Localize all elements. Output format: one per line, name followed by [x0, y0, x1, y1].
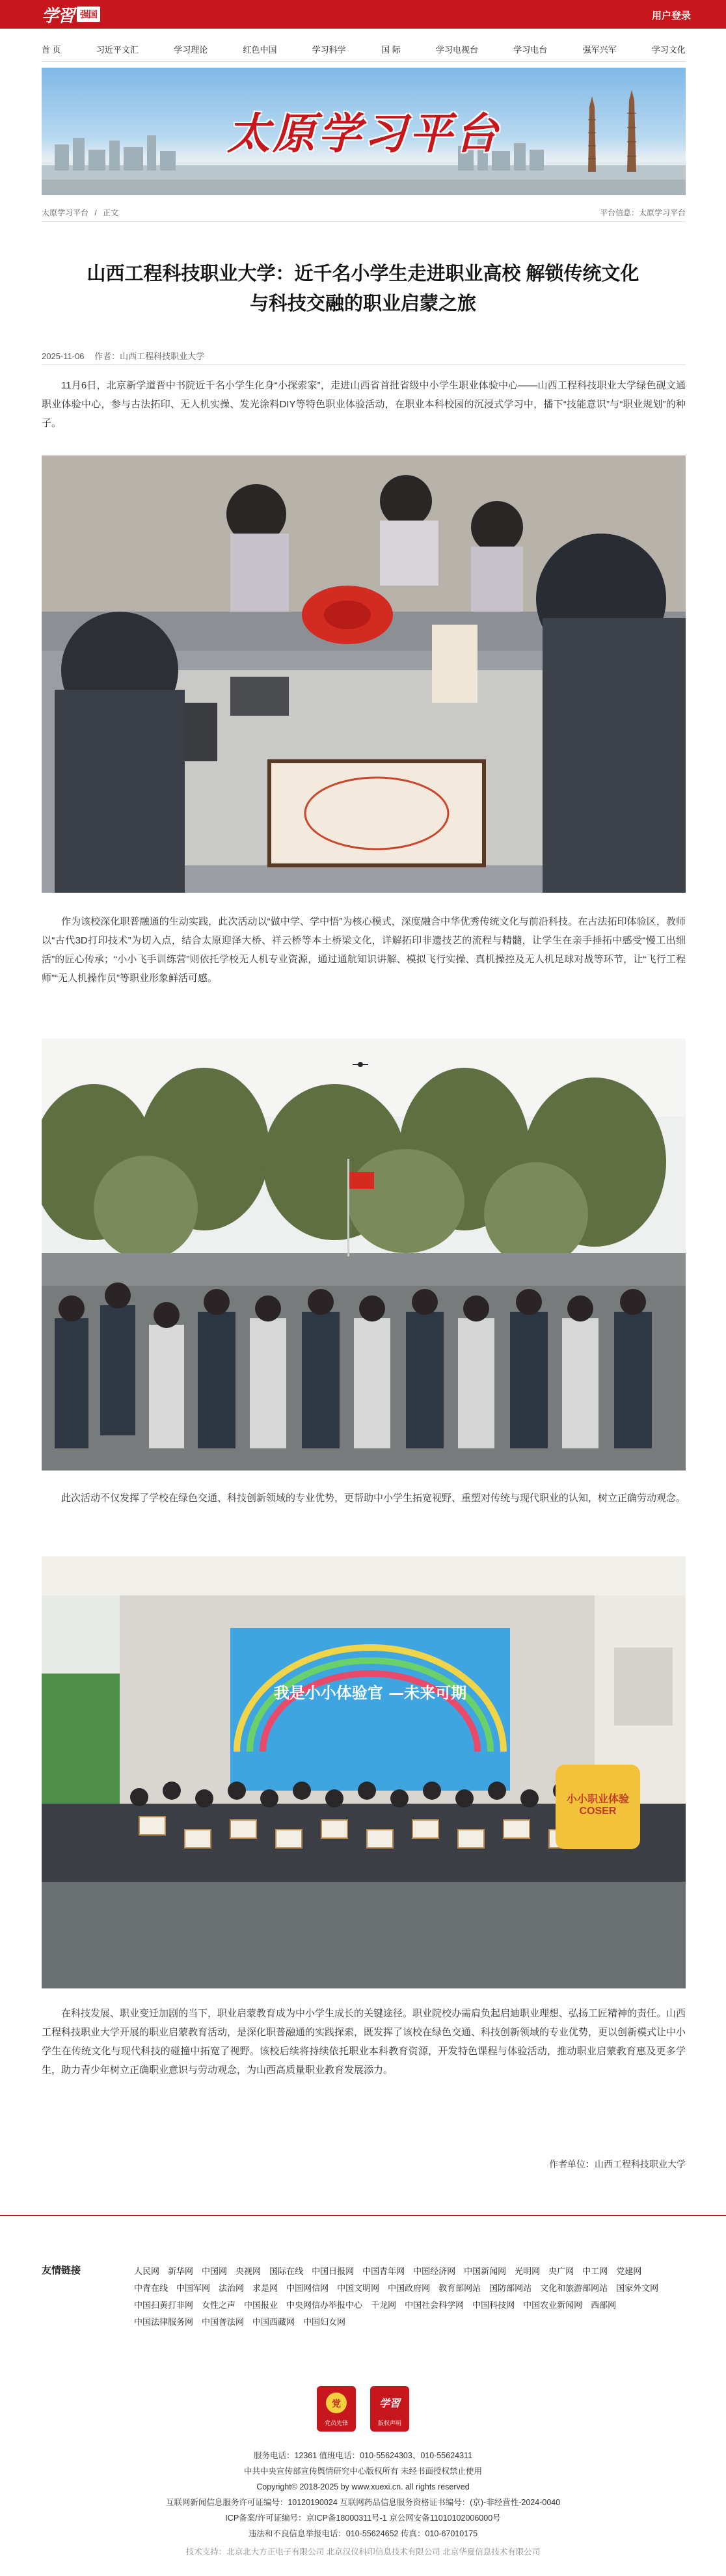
footer-line-copyright: 中共中央宣传部宣传舆情研究中心版权所有 未经书面授权禁止使用 [244, 2467, 482, 2476]
footer-line-rights: Copyright© 2018-2025 by www.xuexi.cn. all rights reserved [256, 2482, 470, 2491]
top-bar [0, 0, 726, 29]
friend-link[interactable]: 中国普法网 [202, 2317, 245, 2327]
login-link[interactable]: 用户登录 [651, 10, 691, 21]
article-author: 作者：山西工程科技职业大学 [94, 351, 205, 361]
friend-link[interactable]: 党建网 [616, 2266, 642, 2276]
photo-standee-text: 小小职业体验 COSER [566, 1794, 629, 1817]
footer-tech-support: 技术支持：北京北大方正电子有限公司 北京汉仪科印信息技术有限公司 北京华夏信息技术有限公司 [185, 2547, 541, 2556]
footer-info [0, 2448, 726, 2560]
logo-text: 学習 [42, 6, 75, 26]
friend-link[interactable]: 中国法律服务网 [134, 2317, 194, 2327]
friend-link[interactable]: 千龙网 [371, 2300, 397, 2310]
breadcrumb-divider [42, 221, 686, 222]
friend-link[interactable]: 女性之声 [202, 2300, 236, 2310]
article-photo-group [42, 1556, 686, 1988]
friend-link[interactable]: 西部网 [591, 2300, 617, 2310]
friend-link[interactable]: 中国西藏网 [252, 2317, 295, 2327]
friend-link[interactable]: 求是网 [252, 2283, 278, 2293]
friend-link[interactable]: 文化和旅游部网站 [540, 2283, 608, 2293]
friend-link[interactable]: 央广网 [548, 2266, 574, 2276]
article-paragraph-1: 11月6日，北京新学道晋中书院近千名小学生化身“小探索家”，走进山西省首批省级中小学生职业体验中心——山西工程科技职业大学绿色砚文通职业体验中心，参与古法拓印、无人机实操、发光涂料DIY等特色职业体验活动，在职业本科校园的沉浸式学习中，播下“技能意识”与“职业规划”的种子。 [42, 380, 686, 429]
friend-link[interactable]: 中青在线 [134, 2283, 168, 2293]
banner-title: 太原学习平台 [227, 108, 500, 159]
main-nav [42, 39, 686, 59]
friend-link[interactable]: 中央网信办举报中心 [286, 2300, 363, 2310]
breadcrumb [42, 207, 118, 218]
nav-item-tv[interactable]: 学习电视台 [436, 44, 479, 55]
svg-text:党: 党 [332, 2399, 341, 2409]
friend-link[interactable]: 中工网 [582, 2266, 608, 2276]
nav-item-science[interactable]: 学习科学 [312, 44, 346, 55]
drone-photo-illustration [42, 1038, 686, 1471]
article-photo-drone [42, 1038, 686, 1471]
friend-link[interactable]: 中国报业 [244, 2300, 278, 2310]
friend-link[interactable]: 中国科技网 [472, 2300, 515, 2310]
friend-links-list [134, 2263, 687, 2331]
article-paragraph-2: 作为该校深化职普融通的生动实践，此次活动以“做中学、学中悟”为核心模式，深度融合中华优秀传统文化与前沿科技。在古法拓印体验区，教师以“古代3D打印技术”为切入点，结合太原迎泽大桥、祥云桥等本土桥梁文化，详解拓印非遗技艺的流程与精髓，让学生在亲手捶拓中感受“慢工出细活”的匠心传承；“小小飞手训练营”则依托学校无人机专业资源，通过通航知识讲解、模拟飞行实操、真机操控及无人机足球对战等环节，让“飞行工程师”“无人机操作员”等职业形象鲜活可感。 [42, 916, 686, 984]
platform-banner [42, 68, 686, 195]
nav-item-red-china[interactable]: 红色中国 [243, 44, 277, 55]
copyright-badge-icon[interactable] [370, 2386, 409, 2432]
friend-link[interactable]: 国防部网站 [489, 2283, 532, 2293]
friend-link[interactable]: 教育部网站 [438, 2283, 481, 2293]
rubbing-photo-illustration [42, 455, 686, 893]
nav-item-radio[interactable]: 学习电台 [513, 44, 548, 55]
group-photo-illustration [42, 1556, 686, 1988]
footer-line-icp[interactable]: ICP备案/许可证编号：京ICP备18000311号-1 京公网安备11010102006000号 [225, 2514, 501, 2523]
friend-link[interactable]: 中国军网 [176, 2283, 211, 2293]
nav-item-military[interactable]: 强军兴军 [582, 44, 617, 55]
nav-item-home[interactable]: 首 页 [42, 44, 61, 55]
nav-item-theory[interactable]: 学习理论 [174, 44, 208, 55]
svg-text:学習: 学習 [379, 2397, 401, 2409]
article-photo-rubbing [42, 455, 686, 893]
article-title: 山西工程科技职业大学：近千名小学生走进职业高校 解锁传统文化与科技交融的职业启蒙之旅 [87, 264, 639, 314]
footer-badges [0, 2386, 726, 2432]
friend-link[interactable]: 中国扫黄打非网 [134, 2300, 194, 2310]
breadcrumb-separator: / [94, 208, 97, 217]
platform-source: 平台信息：太原学习平台 [599, 208, 686, 217]
friend-link[interactable]: 国际在线 [269, 2266, 304, 2276]
friend-link[interactable]: 中国新闻网 [464, 2266, 507, 2276]
friend-link[interactable]: 中国农业新闻网 [523, 2300, 583, 2310]
friend-link[interactable]: 中国妇女网 [303, 2317, 346, 2327]
friend-link[interactable]: 中国经济网 [413, 2266, 456, 2276]
breadcrumb-home[interactable]: 太原学习平台 [42, 208, 89, 217]
friend-link[interactable]: 光明网 [515, 2266, 541, 2276]
logo-badge: 强国 [77, 7, 100, 22]
friend-link[interactable]: 法治网 [219, 2283, 245, 2293]
friend-link[interactable]: 中国网 [202, 2266, 228, 2276]
friend-link[interactable]: 中国政府网 [388, 2283, 431, 2293]
meta-divider [42, 364, 686, 365]
friend-link[interactable]: 中国网信网 [286, 2283, 329, 2293]
svg-text:党员先锋: 党员先锋 [324, 2420, 349, 2427]
article-signature: 作者单位：山西工程科技职业大学 [549, 2159, 686, 2169]
footer-line-license: 互联网新闻信息服务许可证编号：10120190024 互联网药品信息服务资格证书编号：(京)-非经营性-2024-0040 [165, 2498, 561, 2507]
friend-link[interactable]: 国家外文网 [616, 2283, 659, 2293]
nav-item-international[interactable]: 国 际 [381, 44, 401, 55]
footer-line-report: 违法和不良信息举报电话：010-55624652 传真：010-67010175 [248, 2529, 478, 2538]
nav-item-culture[interactable]: 学习文化 [651, 44, 686, 55]
svg-text:版权声明: 版权声明 [377, 2420, 402, 2427]
footer-divider [0, 2215, 726, 2216]
nav-item-xi-wenhui[interactable]: 习近平文汇 [96, 44, 139, 55]
party-member-badge-icon[interactable] [317, 2386, 356, 2432]
friend-link[interactable]: 新华网 [168, 2266, 194, 2276]
friend-link[interactable]: 人民网 [134, 2266, 160, 2276]
footer-line-service: 服务电话：12361 值班电话：010-55624303、010-55624311 [253, 2451, 473, 2460]
site-logo[interactable] [42, 3, 100, 26]
friend-link[interactable]: 央视网 [235, 2266, 262, 2276]
article-date: 2025-11-06 [42, 351, 85, 361]
friend-link[interactable]: 中国日报网 [312, 2266, 355, 2276]
breadcrumb-current: 正文 [103, 208, 119, 217]
article-paragraph-4: 在科技发展、职业变迁加剧的当下，职业启蒙教育成为中小学生成长的关键途径。职业院校办需肩负起启迪职业理想、弘扬工匠精神的责任。山西工程科技职业大学开展的职业启蒙教育活动，是深化职普融通的实践探索，既发挥了该校在绿色交通、科技创新领域的专业优势，更以创新模式让中小学生在传统文化与现代科技的碰撞中拓宽了视野。该校后续将持续依托职业本科教育资源，开发特色课程与体验活动，推动职业启蒙教育惠及更多学生，助力青少年树立正确职业意识与劳动观念，为山西高质量职业教育发展添力。 [42, 2008, 686, 2076]
friend-link[interactable]: 中国社会科学网 [405, 2300, 464, 2310]
article-paragraph-3: 此次活动不仅发挥了学校在绿色交通、科技创新领域的专业优势，更帮助中小学生拓宽视野、重塑对传统与现代职业的认知，树立正确劳动观念。 [61, 1493, 686, 1504]
friend-link[interactable]: 中国青年网 [362, 2266, 405, 2276]
friend-links-title: 友情链接 [42, 2265, 81, 2276]
nav-divider [42, 61, 686, 62]
article-meta [42, 349, 204, 362]
photo-banner-text: 我是小小体验官 —未来可期 [273, 1683, 467, 1702]
friend-link[interactable]: 中国文明网 [337, 2283, 380, 2293]
